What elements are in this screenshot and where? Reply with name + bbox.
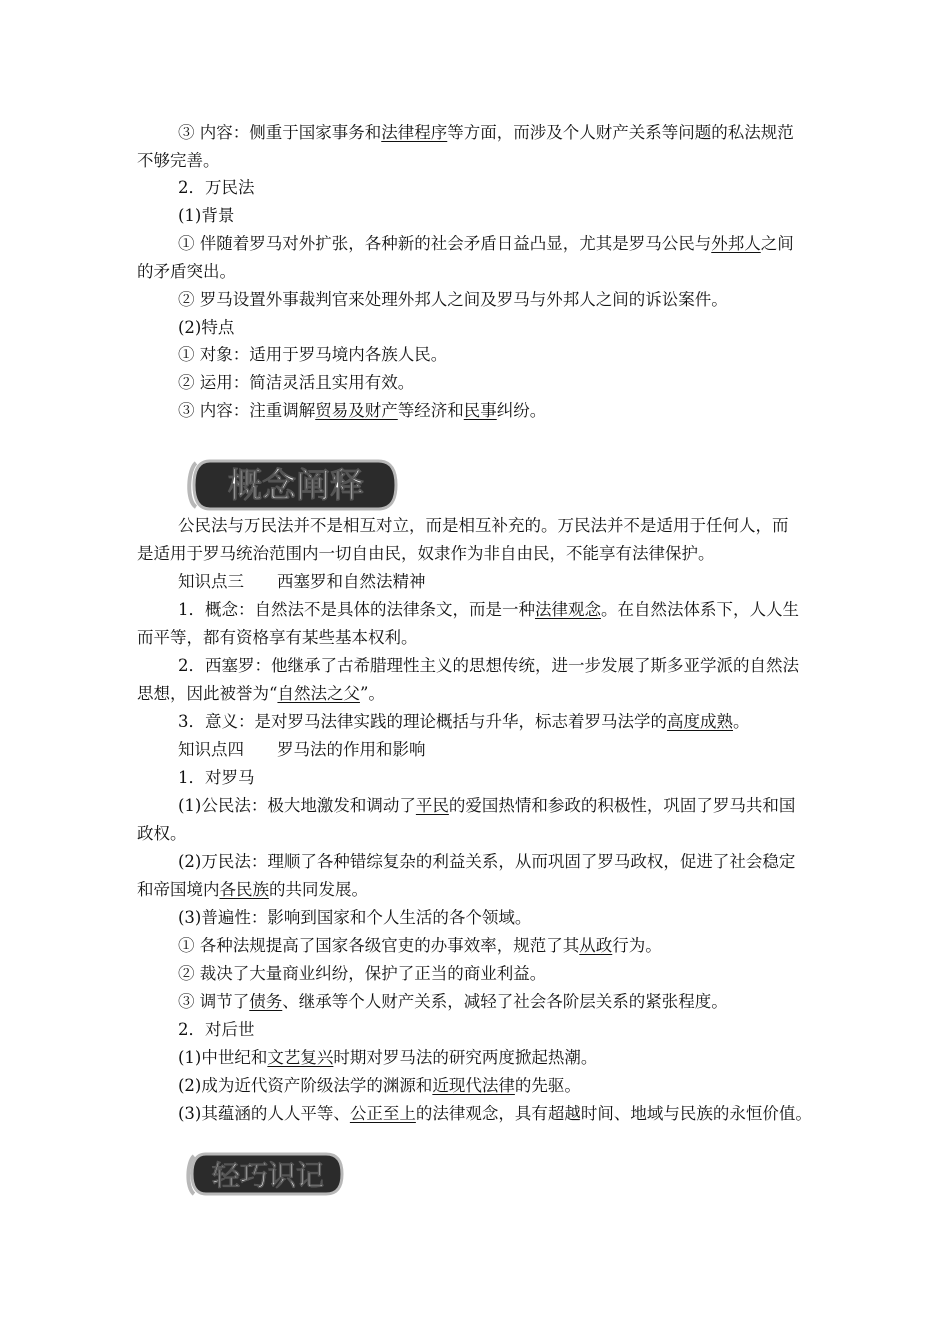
text-segment: 2．对后世 xyxy=(178,1020,255,1039)
text-segment: ① 伴随着罗马对外扩张，各种新的社会矛盾日益凸显，尤其是罗马公民与 xyxy=(178,234,712,253)
text-segment: 知识点三 西塞罗和自然法精神 xyxy=(178,572,426,591)
text-segment: 纠纷。 xyxy=(496,401,547,420)
text-segment: 而平等，都有资格享有某些基本权利。 xyxy=(137,628,418,647)
text-line xyxy=(178,178,255,198)
text-segment: (1)中世纪和 xyxy=(178,1048,268,1067)
underlined-term: 法律程序 xyxy=(381,123,448,142)
underlined-term: 贸易及财产 xyxy=(315,401,398,420)
text-segment: 1．对罗马 xyxy=(178,768,255,787)
text-line xyxy=(178,768,255,788)
text-segment: 2．西塞罗：他继承了古希腊理性主义的思想传统，进一步发展了斯多亚学派的自然法 xyxy=(178,656,799,675)
underlined-term: 从政 xyxy=(579,936,613,955)
concept-banner-title: 概念阐释 xyxy=(228,466,364,506)
text-segment: (3)普遍性：影响到国家和个人生活的各个领域。 xyxy=(178,908,532,927)
text-line xyxy=(178,1104,812,1124)
text-segment: 2．万民法 xyxy=(178,178,255,197)
text-line xyxy=(178,123,794,143)
text-segment: ③ 内容：注重调解 xyxy=(178,401,316,420)
text-segment: ”。 xyxy=(359,684,385,703)
text-segment: 政权。 xyxy=(137,824,187,843)
text-segment: 的先驱。 xyxy=(514,1076,581,1095)
text-segment: 时期对罗马法的研究两度掀起热潮。 xyxy=(333,1048,598,1067)
text-segment: 是适用于罗马统治范围内一切自由民，奴隶作为非自由民，不能享有法律保护。 xyxy=(137,544,715,563)
text-line xyxy=(178,936,662,956)
text-line xyxy=(178,345,447,365)
text-line xyxy=(178,373,414,393)
text-line xyxy=(137,824,187,844)
text-segment: 的爱国热情和参政的积极性，巩固了罗马共和国 xyxy=(448,796,796,815)
text-line xyxy=(178,318,234,338)
text-line xyxy=(178,992,728,1012)
text-segment: 的法律观念，具有超越时间、地域与民族的永恒价值。 xyxy=(415,1104,812,1123)
text-line xyxy=(178,796,795,816)
text-segment: (3)其蕴涵的人人平等、 xyxy=(178,1104,350,1123)
text-line xyxy=(178,852,795,872)
text-segment: ① 对象：适用于罗马境内各族人民。 xyxy=(178,345,448,364)
text-segment: 和帝国境内 xyxy=(137,880,220,899)
text-segment: 的矛盾突出。 xyxy=(137,262,236,281)
text-segment: 等方面，而涉及个人财产关系等问题的私法规范 xyxy=(447,123,794,142)
text-segment: ② 裁决了大量商业纠纷，保护了正当的商业利益。 xyxy=(178,964,547,983)
underlined-term: 外邦人 xyxy=(711,234,761,253)
underlined-term: 债务 xyxy=(249,992,283,1011)
underlined-term: 平民 xyxy=(415,796,449,815)
underlined-term: 公正至上 xyxy=(349,1104,416,1123)
text-line xyxy=(178,600,799,620)
text-segment: 3．意义：是对罗马法律实践的理论概括与升华，标志着罗马法学的 xyxy=(178,712,667,731)
text-segment: ③ 调节了 xyxy=(178,992,250,1011)
text-line xyxy=(178,740,426,760)
memory-banner xyxy=(182,1150,346,1198)
text-line xyxy=(178,1020,255,1040)
text-segment: ① 各种法规提高了国家各级官吏的办事效率，规范了其 xyxy=(178,936,580,955)
text-line xyxy=(178,516,789,536)
text-segment: 的共同发展。 xyxy=(269,880,368,899)
text-line xyxy=(178,712,750,732)
text-segment: 行为。 xyxy=(612,936,662,955)
text-segment: ② 运用：简洁灵活且实用有效。 xyxy=(178,373,415,392)
underlined-term: 自然法之父 xyxy=(277,684,360,703)
text-line xyxy=(137,262,236,282)
text-line xyxy=(178,908,531,928)
text-line xyxy=(178,1048,597,1068)
underlined-term: 文艺复兴 xyxy=(267,1048,334,1067)
underlined-term: 民事 xyxy=(463,401,497,420)
text-line xyxy=(137,628,418,648)
text-segment: 等经济和 xyxy=(397,401,464,420)
text-segment: 公民法与万民法并不是相互对立，而是相互补充的。万民法并不是适用于任何人，而 xyxy=(178,516,789,535)
text-segment: 知识点四 罗马法的作用和影响 xyxy=(178,740,426,759)
text-segment: (2)特点 xyxy=(178,318,235,337)
text-segment: 1．概念：自然法不是具体的法律条文，而是一种 xyxy=(178,600,535,619)
text-line xyxy=(178,234,794,254)
text-segment: 之间 xyxy=(760,234,794,253)
text-segment: 、继承等个人财产关系，减轻了社会各阶层关系的紧张程度。 xyxy=(282,992,728,1011)
text-segment: 。 xyxy=(733,712,750,731)
text-line xyxy=(178,401,546,421)
text-line xyxy=(137,544,715,564)
memory-banner-title: 轻巧识记 xyxy=(211,1159,325,1192)
text-line xyxy=(178,656,799,676)
text-segment: 。在自然法体系下，人人生 xyxy=(601,600,799,619)
underlined-term: 各民族 xyxy=(219,880,269,899)
underlined-term: 高度成熟 xyxy=(667,712,733,731)
text-segment: ③ 内容：侧重于国家事务和 xyxy=(178,123,382,142)
text-line xyxy=(137,880,368,900)
text-line xyxy=(178,206,234,226)
text-line xyxy=(137,684,385,704)
concept-banner xyxy=(182,457,400,513)
text-segment: (1)背景 xyxy=(178,206,235,225)
text-line xyxy=(178,1076,581,1096)
text-segment: (1)公民法：极大地激发和调动了 xyxy=(178,796,416,815)
underlined-term: 近现代法律 xyxy=(432,1076,515,1095)
text-line xyxy=(178,290,728,310)
text-line xyxy=(137,151,220,171)
text-line xyxy=(178,964,546,984)
text-segment: ② 罗马设置外事裁判官来处理外邦人之间及罗马与外邦人之间的诉讼案件。 xyxy=(178,290,728,309)
text-segment: (2)万民法：理顺了各种错综复杂的利益关系，从而巩固了罗马政权，促进了社会稳定 xyxy=(178,852,796,871)
text-segment: 思想，因此被誉为“ xyxy=(137,684,278,703)
underlined-term: 法律观念 xyxy=(535,600,601,619)
text-line xyxy=(178,572,426,592)
text-segment: (2)成为近代资产阶级法学的渊源和 xyxy=(178,1076,433,1095)
text-segment: 不够完善。 xyxy=(137,151,220,170)
